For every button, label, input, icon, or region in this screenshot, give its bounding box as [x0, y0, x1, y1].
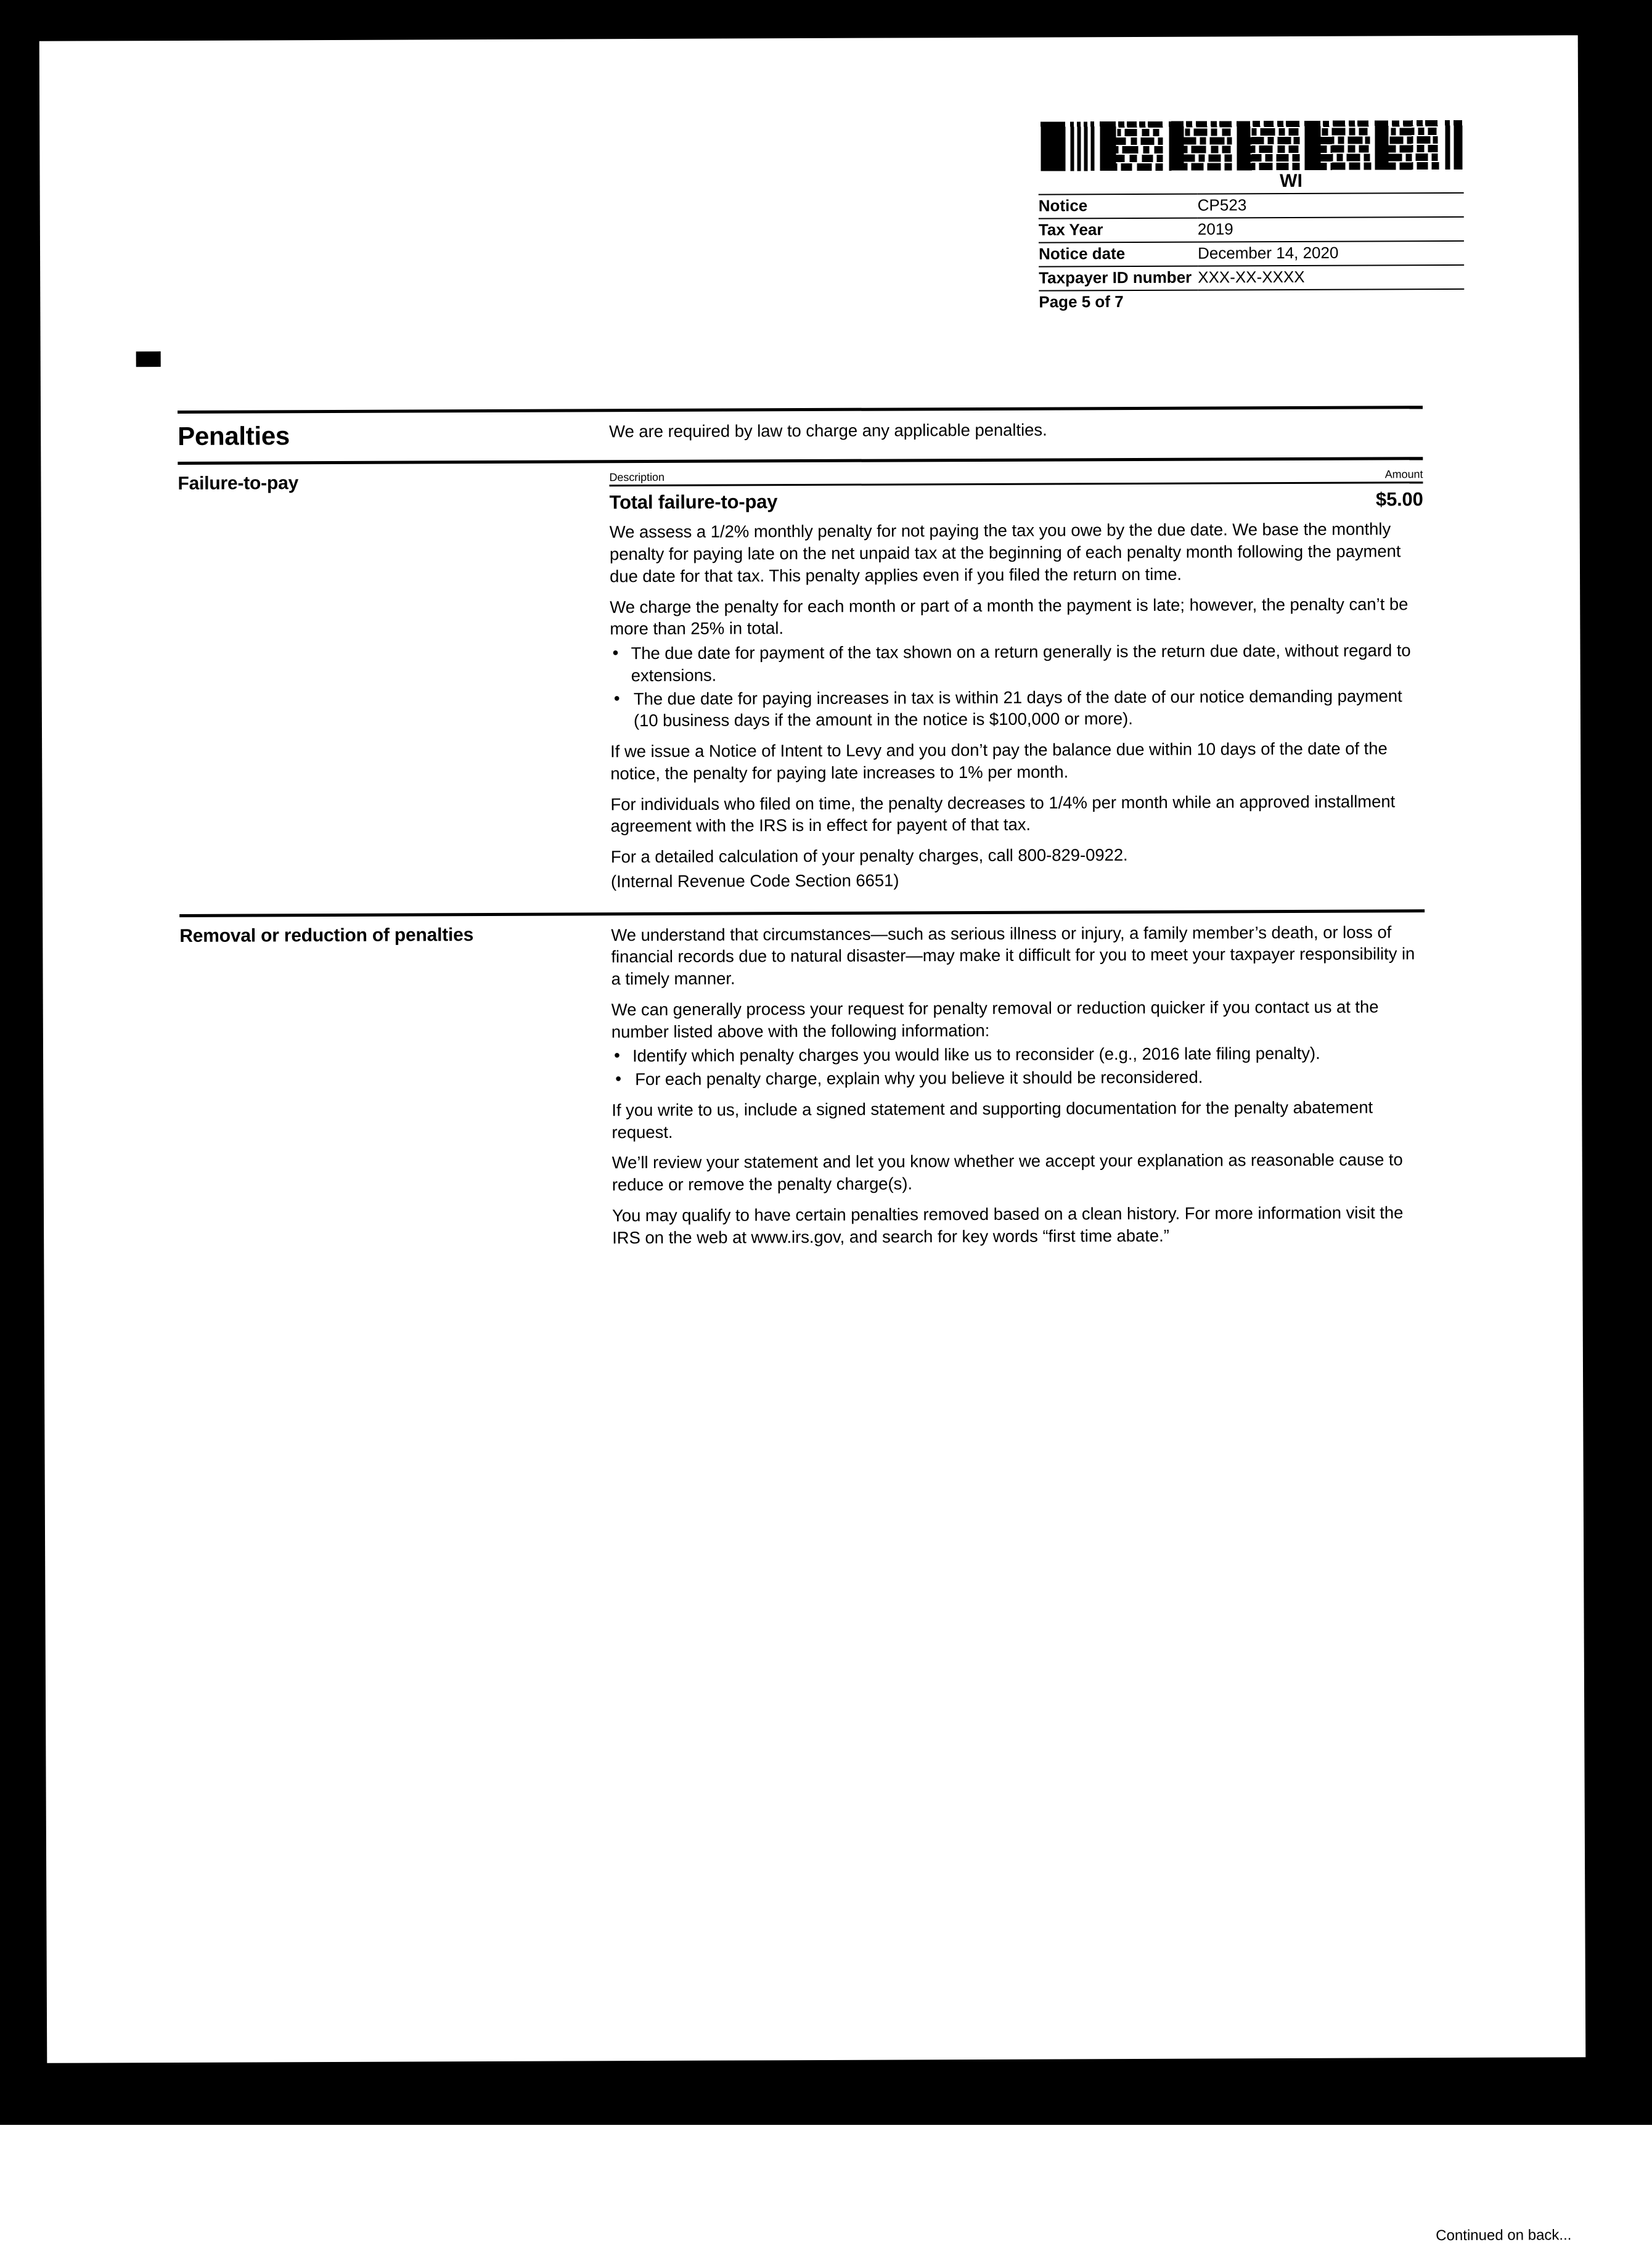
removal-paragraph-1: We understand that circumstances—such as serious illness or injury, a family member’s death, or loss of financial records due to natural disaster—may make it difficult for you to meet your taxpayer responsibility in a timely manner. — [611, 922, 1415, 989]
meta-label-tax-year: Tax Year — [1039, 218, 1198, 242]
list-item: • The due date for paying increases in tax is within 21 days of the date of our notice demanding payment (10 business days if the amount in the notice is $100,000 or more). — [610, 685, 1424, 732]
meta-value-notice-date: December 14, 2020 — [1198, 241, 1464, 266]
barcode-icon — [1038, 119, 1463, 171]
ftp-paragraph-5: For a detailed calculation of your penalty charges, call 800-829-0922. — [610, 845, 1128, 867]
meta-value-tax-year: 2019 — [1198, 217, 1464, 242]
meta-label-taxpayer-id: Taxpayer ID number — [1039, 266, 1198, 290]
meta-label-notice-date: Notice date — [1039, 242, 1198, 266]
removal-paragraph-2: We can generally process your request for penalty removal or reduction quicker if you contact us at the number listed above with the following information: — [611, 997, 1379, 1041]
removal-paragraph-5: You may qualify to have certain penalties removed based on a clean history. For more information visit the IRS on the web at www.irs.gov, and search for key words “first time abate.” — [611, 1203, 1404, 1247]
footer-continued: Continued on back... — [1436, 2227, 1572, 2244]
page-title: Penalties — [178, 421, 290, 451]
section-label-failure-to-pay: Failure-to-pay — [178, 473, 299, 494]
removal-paragraph-3: If you write to us, include a signed statement and supporting documentation for the penalty abatement request. — [611, 1097, 1373, 1142]
notice-meta-table — [1039, 192, 1465, 314]
ftp-code-reference: (Internal Revenue Code Section 6651) — [610, 870, 899, 891]
ftp-paragraph-4: For individuals who filed on time, the penalty decreases to 1/4% per month while an approved installment agreement with the IRS is in effect for payent of that tax. — [610, 792, 1396, 836]
meta-label-notice: Notice — [1039, 194, 1198, 218]
table-row — [609, 483, 1423, 521]
ftp-paragraph-3: If we issue a Notice of Intent to Levy and you don’t pay the balance due within 10 days of the date of the notice, the penalty for paying late increases to 1% per month. — [610, 738, 1388, 783]
notice-header — [1038, 119, 1464, 314]
page-number: Page 5 of 7 — [1039, 289, 1464, 314]
registration-mark — [136, 351, 161, 367]
table-row — [1039, 241, 1464, 267]
table-row — [1039, 265, 1464, 291]
list-item: • The due date for payment of the tax shown on a return generally is the return due date, without regard to extensions. — [610, 639, 1423, 687]
notice-body — [178, 406, 1572, 2244]
notice-page — [39, 35, 1586, 2244]
section-failure-to-pay — [178, 460, 1425, 902]
failure-to-pay-content — [609, 460, 1425, 901]
ftp-bullet-list — [610, 639, 1424, 732]
section-removal-of-penalties — [179, 912, 1426, 1259]
removal-paragraph-4: We’ll review your statement and let you know whether we accept your explanation as reasonable cause to reduce or remove the penalty charge(s). — [611, 1150, 1403, 1195]
section-label-removal: Removal or reduction of penalties — [179, 924, 474, 946]
table-row — [1039, 192, 1464, 218]
penalties-intro-text: We are required by law to charge any applicable penalties. — [609, 420, 1047, 441]
list-item: • For each penalty charge, explain why you believe it should be reconsidered. — [611, 1065, 1425, 1090]
total-failure-to-pay-label: Total failure-to-pay — [609, 491, 778, 513]
table-row — [1039, 217, 1464, 243]
state-code: WI — [1280, 170, 1303, 192]
ftp-paragraph-2: We charge the penalty for each month or part of a month the payment is late; however, the penalty can’t be more than 25% in total. — [610, 594, 1409, 639]
meta-value-taxpayer-id: XXX-XX-XXXX — [1198, 265, 1464, 290]
meta-value-notice: CP523 — [1198, 192, 1464, 218]
section-penalties — [178, 409, 1423, 451]
table-row — [1039, 289, 1464, 314]
total-failure-to-pay-amount: $5.00 — [1375, 488, 1423, 510]
column-header-amount: Amount — [1384, 468, 1423, 481]
column-header-description: Description — [609, 471, 664, 484]
ftp-paragraph-1: We assess a 1/2% monthly penalty for not paying the tax you owe by the due date. We base the monthly penalty for paying late on the net unpaid tax at the beginning of each penalty month following the payment due date for that tax. This penalty applies even if you filed the return on time. — [609, 519, 1401, 586]
removal-bullet-list — [611, 1042, 1425, 1091]
list-item: • Identify which penalty charges you would like us to reconsider (e.g., 2016 late filing penalty). — [611, 1042, 1425, 1068]
removal-content — [611, 912, 1426, 1258]
